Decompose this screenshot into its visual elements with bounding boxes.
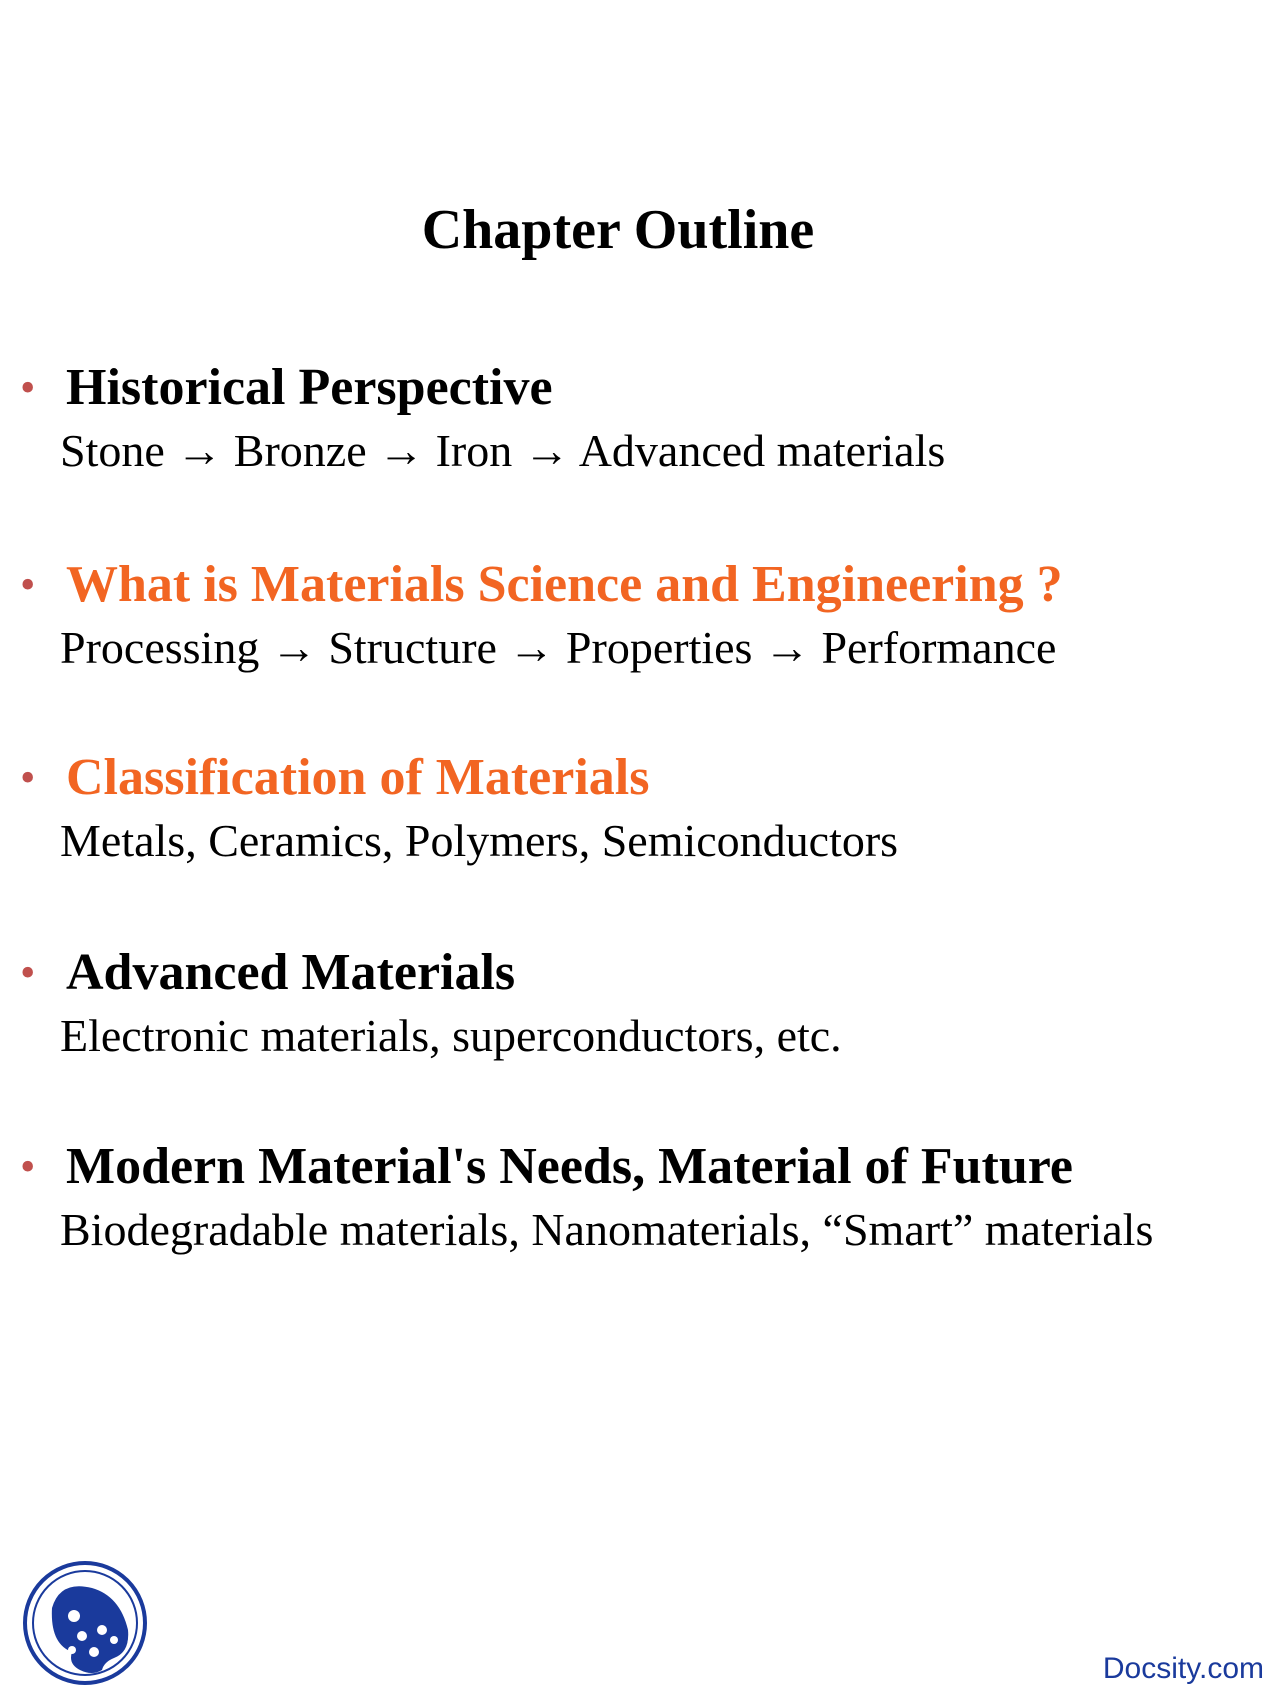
outline-heading: Historical Perspective bbox=[66, 359, 553, 416]
outline-heading: What is Materials Science and Engineering ? bbox=[66, 556, 1063, 613]
outline-detail: Stone → Bronze → Iron → Advanced materials bbox=[60, 425, 946, 476]
outline-detail: Electronic materials, superconductors, etc. bbox=[60, 1010, 842, 1061]
bullet-icon: • bbox=[20, 753, 36, 802]
outline-heading: Advanced Materials bbox=[66, 944, 516, 1001]
bullet-icon: • bbox=[20, 948, 36, 997]
bullet-icon: • bbox=[20, 363, 36, 412]
outline-heading: Modern Material's Needs, Material of Future bbox=[66, 1138, 1073, 1195]
outline-detail: Metals, Ceramics, Polymers, Semiconductors bbox=[60, 815, 899, 866]
outline-detail: Biodegradable materials, Nanomaterials, “Smart” materials bbox=[60, 1204, 1154, 1255]
bullet-icon: • bbox=[20, 1142, 36, 1191]
docsity-watermark[interactable]: Docsity.com bbox=[1102, 1652, 1264, 1685]
outline-heading: Classification of Materials bbox=[66, 749, 650, 806]
outline-detail: Processing → Structure → Properties → Performance bbox=[60, 622, 1057, 673]
page-title: Chapter Outline bbox=[421, 199, 815, 261]
bullet-icon: • bbox=[20, 560, 36, 609]
docsity-logo-icon bbox=[22, 1560, 148, 1686]
